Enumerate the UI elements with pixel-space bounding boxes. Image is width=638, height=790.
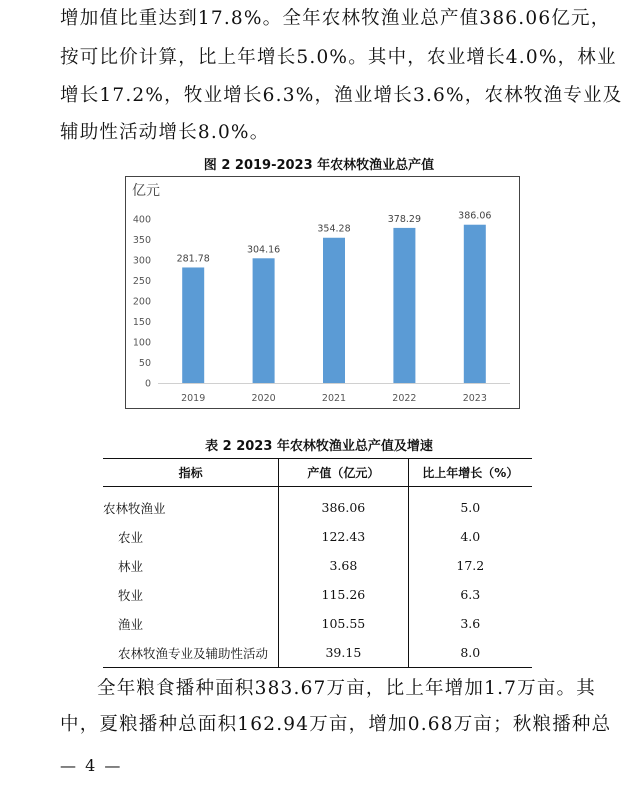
y-tick-label: 50 — [138, 358, 151, 369]
cell-indicator: 农林牧渔专业及辅助性活动 — [103, 638, 279, 668]
paragraph-line: 全年粮食播种面积383.67万亩，比上年增加1.7万亩。其 — [97, 678, 596, 699]
bar — [182, 267, 204, 383]
data-label: 354.28 — [317, 223, 351, 235]
x-tick-label: 2023 — [462, 393, 487, 404]
cell-indicator: 渔业 — [103, 609, 279, 638]
page-number: — 4 — — [60, 756, 123, 775]
header-growth: 比上年增长（%） — [408, 459, 532, 487]
y-tick-label: 200 — [132, 296, 151, 308]
cell-indicator: 农林牧渔业 — [103, 487, 279, 523]
table-row — [103, 522, 532, 551]
cell-indicator: 农业 — [103, 522, 279, 551]
data-label: 281.78 — [176, 253, 210, 265]
cell-output: 122.43 — [279, 522, 408, 551]
x-tick-label: 2022 — [392, 393, 417, 404]
x-tick-label: 2019 — [181, 393, 206, 404]
bar — [464, 225, 486, 383]
cell-growth: 5.0 — [460, 500, 481, 515]
table-row — [103, 638, 532, 668]
cell-growth: 3.6 — [460, 616, 481, 631]
table-row — [103, 487, 532, 523]
cell-output: 3.68 — [279, 551, 408, 580]
paragraph-line: 按可比价计算，比上年增长5.0%。其中，农业增长4.0%，林业 — [60, 47, 617, 68]
y-tick-label: 0 — [144, 378, 151, 390]
data-label: 304.16 — [246, 244, 281, 256]
bar-chart — [125, 176, 520, 409]
cell-output: 105.55 — [279, 609, 408, 638]
bar — [253, 258, 275, 383]
x-tick-label: 2020 — [251, 393, 276, 404]
cell-output: 115.26 — [279, 580, 408, 609]
paragraph-line: 增加值比重达到17.8%。全年农林牧渔业总产值386.06亿元， — [60, 8, 611, 29]
table-row — [103, 609, 532, 638]
data-label: 386.06 — [458, 210, 492, 222]
y-tick-label: 150 — [132, 317, 151, 328]
cell-output: 39.15 — [279, 638, 408, 668]
cell-indicator: 牧业 — [103, 580, 279, 609]
x-tick-label: 2021 — [321, 393, 347, 404]
bar — [323, 238, 345, 383]
y-axis-label: 亿元 — [132, 183, 160, 199]
y-tick-label: 300 — [132, 255, 151, 267]
y-tick-label: 250 — [132, 276, 151, 287]
header-indicator: 指标 — [103, 459, 279, 487]
table-title: 表 2 2023 年农林牧渔业总产值及增速 — [205, 439, 433, 454]
figure-title: 图 2 2019-2023 年农林牧渔业总产值 — [203, 158, 435, 173]
table-header-row — [103, 459, 532, 487]
bar — [393, 228, 415, 383]
header-output: 产值（亿元） — [279, 459, 408, 487]
data-label: 378.29 — [387, 213, 422, 225]
cell-output: 386.06 — [279, 487, 408, 523]
table-row — [103, 551, 532, 580]
cell-growth: 8.0 — [408, 638, 532, 668]
output-table — [103, 458, 532, 668]
cell-growth: 4.0 — [460, 529, 481, 544]
cell-indicator: 林业 — [103, 551, 279, 580]
cell-growth: 17.2 — [456, 558, 485, 573]
table-row — [103, 580, 532, 609]
paragraph-line: 辅助性活动增长8.0%。 — [60, 122, 270, 143]
paragraph-line: 增长17.2%，牧业增长6.3%，渔业增长3.6%，农林牧渔专业及 — [60, 85, 623, 106]
y-tick-label: 350 — [132, 235, 151, 246]
chart-canvas — [126, 177, 519, 408]
cell-growth: 6.3 — [460, 587, 481, 602]
y-tick-label: 100 — [132, 337, 151, 349]
y-tick-label: 400 — [132, 214, 151, 226]
paragraph-line: 中，夏粮播种总面积162.94万亩，增加0.68万亩；秋粮播种总 — [60, 714, 612, 735]
